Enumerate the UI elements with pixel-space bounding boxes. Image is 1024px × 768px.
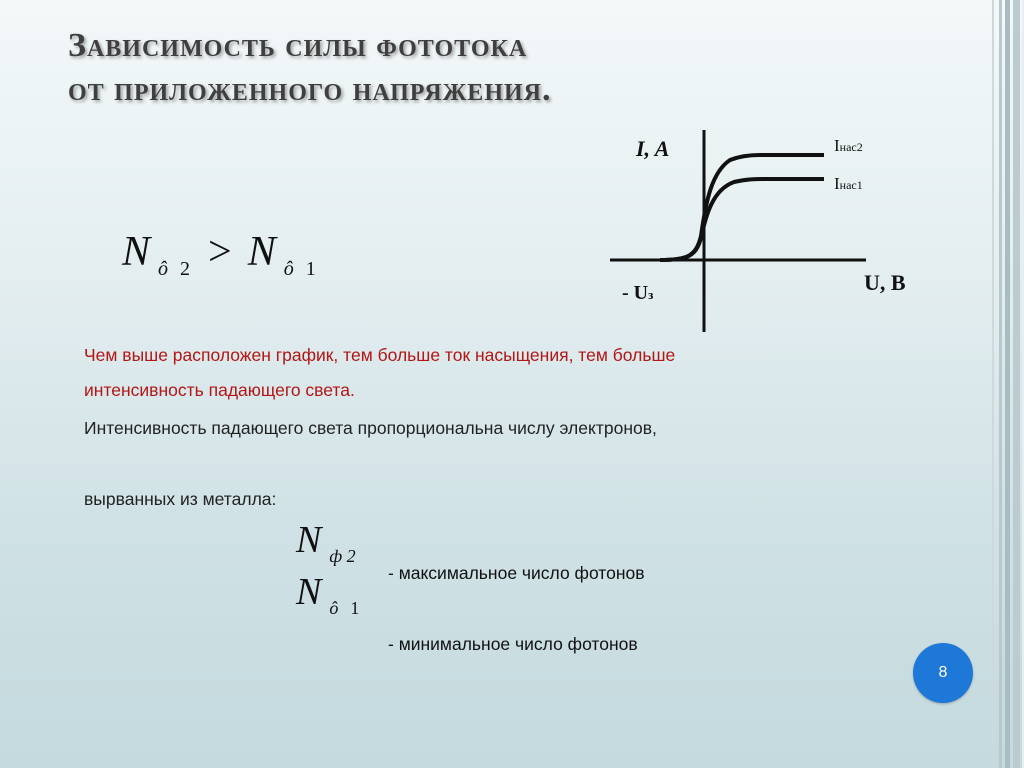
curve1-label-sub: нас1 — [839, 178, 863, 192]
curve1-label — [834, 174, 863, 194]
curve2-label — [834, 136, 863, 156]
title-line-1: Зависимость силы фототока — [68, 27, 528, 64]
decorative-side-stripes — [988, 0, 1024, 768]
photon-top-sub: ф 2 — [329, 546, 356, 566]
red-text-line-1: Чем выше расположен график, тем больше ток насыщения, тем больше — [84, 345, 676, 365]
formula-right-sub: ô — [283, 258, 294, 280]
stop-voltage-label — [622, 282, 653, 305]
photon-bottom-symbol: N — [296, 571, 322, 613]
stop-voltage-sub: з — [648, 287, 654, 302]
list-item-min-photons: - минимальное число фотонов — [388, 634, 638, 654]
formula-left-symbol: N — [122, 229, 151, 275]
curve-i-nas2 — [660, 155, 824, 260]
red-text-line-2: интенсивность падающего света. — [84, 380, 355, 400]
photocurrent-graph — [600, 120, 920, 340]
dark-text-line-2: вырванных из металла: — [84, 489, 277, 509]
y-axis-label: I, A — [636, 136, 670, 161]
x-axis-label: U, B — [864, 270, 906, 295]
main-formula — [122, 228, 316, 280]
formula-operator: > — [208, 229, 232, 275]
dark-text-line-1: Интенсивность падающего света пропорциональна числу электронов, — [84, 418, 657, 438]
photon-formula-top — [296, 518, 356, 566]
curve-i-nas1 — [660, 179, 824, 260]
list-item-max-photons: - максимальное число фотонов — [388, 563, 645, 583]
formula-left-sub: ô — [158, 258, 169, 280]
photon-bottom-sub: ô — [329, 598, 339, 618]
photon-formula-bottom — [296, 570, 360, 618]
title-line-2: от приложенного напряжения. — [68, 71, 552, 108]
curve1-label-text: I — [834, 174, 840, 193]
photon-bottom-num: 1 — [350, 598, 360, 618]
slide-title — [68, 24, 788, 112]
page-number-badge: 8 — [913, 643, 973, 703]
formula-right-num: 1 — [305, 258, 316, 280]
stop-voltage-text: - U — [622, 282, 649, 304]
formula-right-symbol: N — [247, 229, 276, 275]
curve2-label-text: I — [834, 136, 840, 155]
photon-top-symbol: N — [296, 519, 322, 561]
curve2-label-sub: нас2 — [839, 140, 863, 154]
formula-left-num: 2 — [180, 258, 191, 280]
